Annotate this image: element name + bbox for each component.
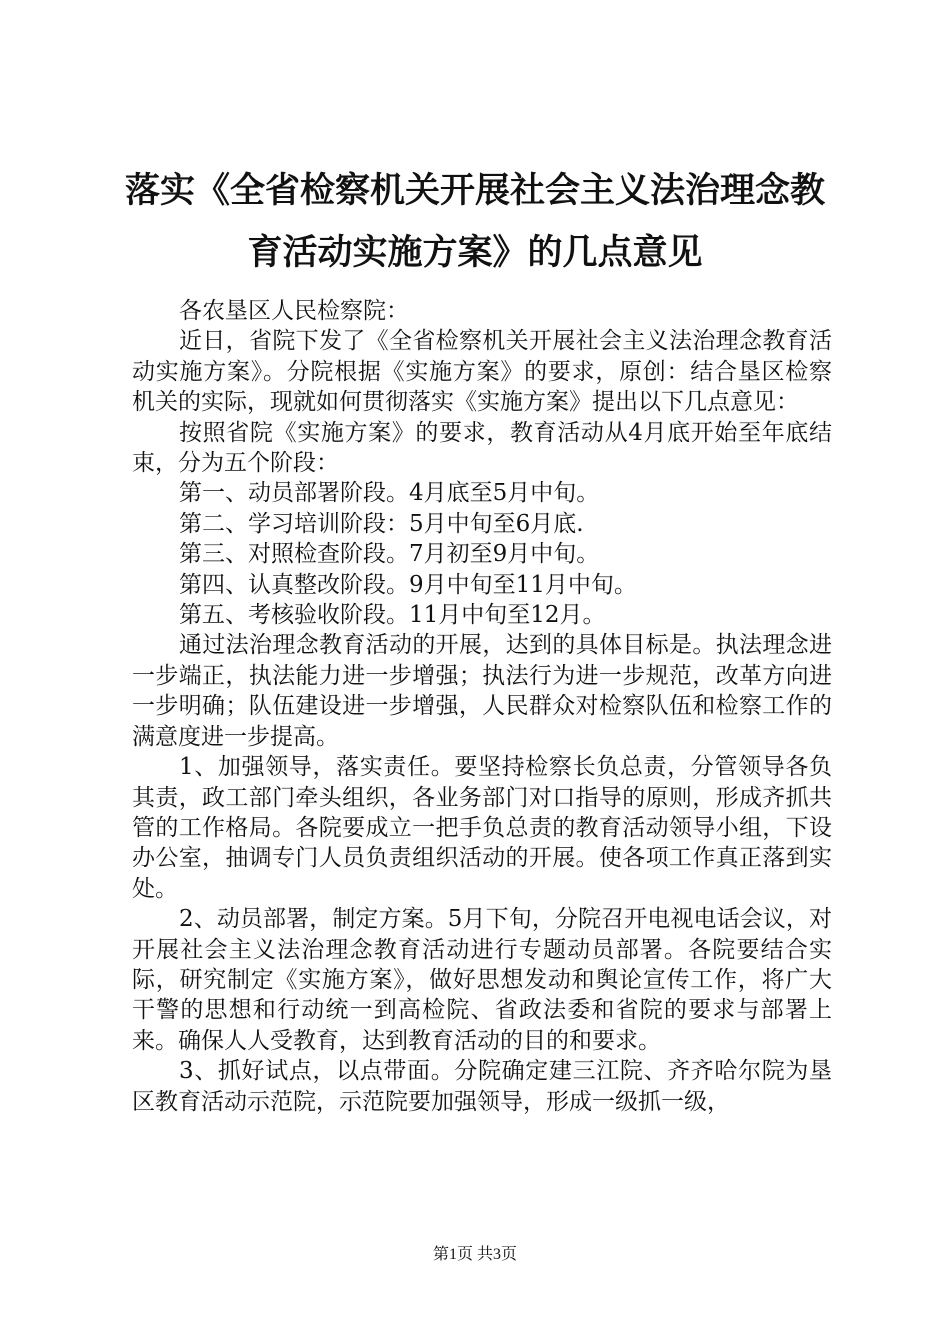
stage-4: 第四、认真整改阶段。9月中旬至11月中旬。 xyxy=(179,571,637,598)
document-title xyxy=(100,160,850,284)
paragraph-intro: 近日，省院下发了《全省检察机关开展社会主义法治理念教育活动实施方案》。分院根据《实施方案》的要求，原创：结合垦区检察机关的实际，现就如何贯彻落实《实施方案》提出以下几点意见： xyxy=(132,328,832,416)
stage-3: 第三、对照检查阶段。7月初至9月中旬。 xyxy=(179,541,600,568)
stage-2: 第二、学习培训阶段：5月中旬至6月底. xyxy=(179,510,584,537)
paragraph-stages-intro: 按照省院《实施方案》的要求，教育活动从4月底开始至年底结束，分为五个阶段： xyxy=(132,419,832,477)
paragraph-point-2: 2、动员部署，制定方案。5月下旬，分院召开电视电话会议，对开展社会主义法治理念教育活动进行专题动员部署。各院要结合实际，研究制定《实施方案》，做好思想发动和舆论宣传工作，将广大干警的思想和行动统一到高检院、省政法委和省院的要求与部署上来。确保人人受教育，达到教育活动的目的和要求。 xyxy=(132,906,832,1054)
title-line-1: 落实《全省检察机关开展社会主义法治理念教 xyxy=(124,170,825,211)
title-line-2: 育活动实施方案》的几点意见 xyxy=(247,232,703,273)
page-number-footer: 第1页 共3页 xyxy=(432,1246,517,1263)
paragraph-point-3: 3、抓好试点，以点带面。分院确定建三江院、齐齐哈尔院为垦区教育活动示范院，示范院要加强领导，形成一级抓一级， xyxy=(132,1058,832,1115)
paragraph-point-1: 1、加强领导，落实责任。要坚持检察长负总责，分管领导各负其责，政工部门牵头组织，各业务部门对口指导的原则，形成齐抓共管的工作格局。各院要成立一把手负总责的教育活动领导小组，下设办公室，抽调专门人员负责组织活动的开展。使各项工作真正落到实处。 xyxy=(132,754,832,902)
document-body xyxy=(132,296,832,1117)
stage-5: 第五、考核验收阶段。11月中旬至12月。 xyxy=(179,602,606,629)
paragraph-goals: 通过法治理念教育活动的开展，达到的具体目标是。执法理念进一步端正，执法能力进一步增强；执法行为进一步规范，改革方向进一步明确；队伍建设进一步增强，人民群众对检察队伍和检察工作的满意度进一步提高。 xyxy=(132,632,832,750)
stage-1: 第一、动员部署阶段。4月底至5月中旬。 xyxy=(179,480,600,507)
salutation: 各农垦区人民检察院： xyxy=(179,298,409,324)
